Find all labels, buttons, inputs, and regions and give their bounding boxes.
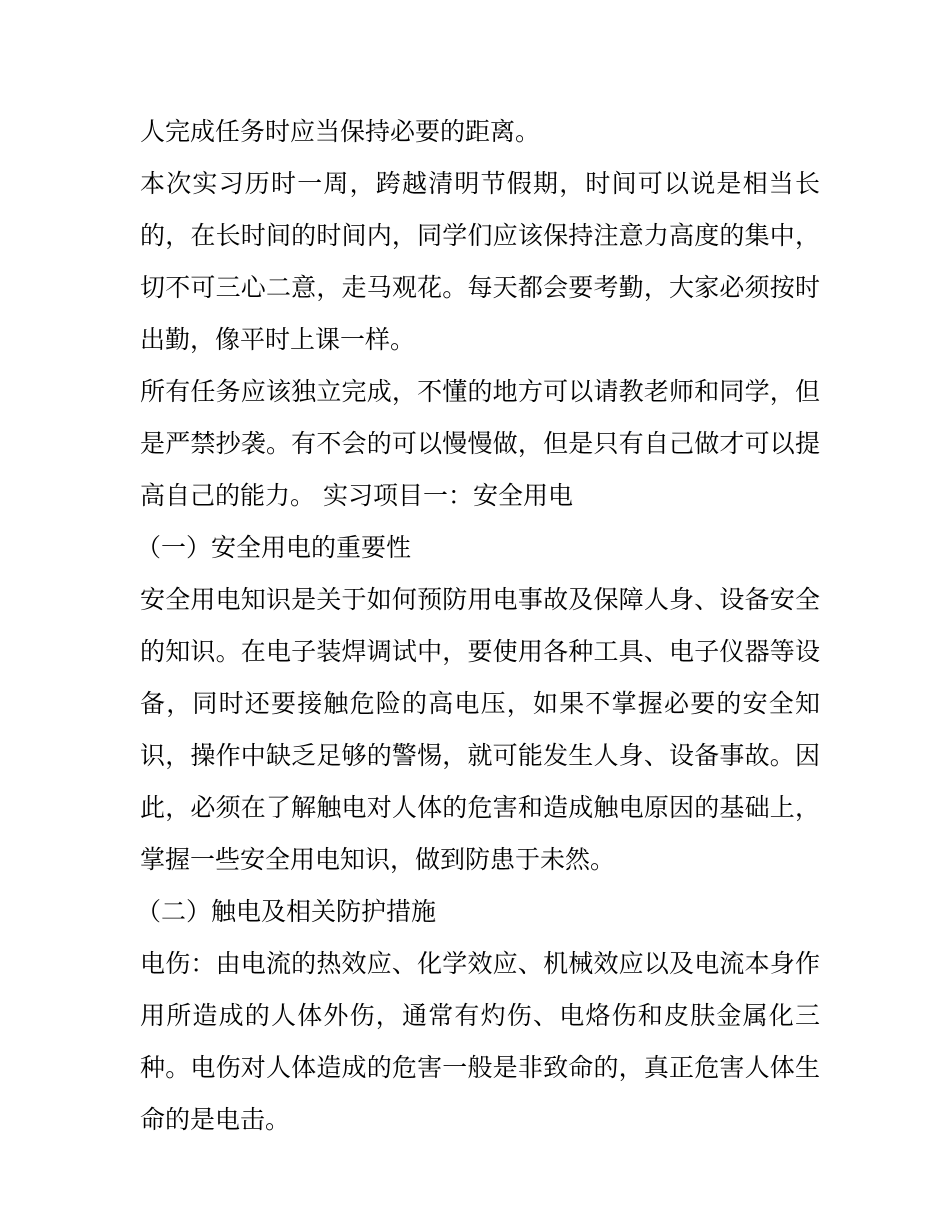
text-line: 高自己的能力。 实习项目一：安全用电 bbox=[140, 481, 573, 510]
text-line: 安全用电知识是关于如何预防用电事故及保障人身、设备安全 bbox=[140, 585, 820, 614]
text-line: 的，在长时间的时间内，同学们应该保持注意力高度的集中， bbox=[140, 221, 820, 250]
body-text bbox=[136, 106, 820, 1146]
text-line: 本次实习历时一周，跨越清明节假期，时间可以说是相当长 bbox=[140, 169, 820, 198]
text-line: 用所造成的人体外伤，通常有灼伤、电烙伤和皮肤金属化三 bbox=[140, 1001, 820, 1030]
text-line: 是严禁抄袭。有不会的可以慢慢做，但是只有自己做才可以提 bbox=[140, 429, 820, 458]
text-line: 识，操作中缺乏足够的警惕，就可能发生人身、设备事故。因 bbox=[140, 741, 820, 770]
text-line: 人完成任务时应当保持必要的距离。 bbox=[140, 117, 541, 146]
text-line: 掌握一些安全用电知识，做到防患于未然。 bbox=[140, 845, 616, 874]
text-line: 备，同时还要接触危险的高电压，如果不掌握必要的安全知 bbox=[140, 689, 820, 718]
text-line: 所有任务应该独立完成，不懂的地方可以请教老师和同学，但 bbox=[140, 377, 820, 406]
text-line: 电伤：由电流的热效应、化学效应、机械效应以及电流本身作 bbox=[140, 949, 820, 978]
section-heading: （二）触电及相关防护措施 bbox=[136, 897, 437, 926]
text-line: 命的是电击。 bbox=[140, 1105, 291, 1134]
text-line: 出勤，像平时上课一样。 bbox=[140, 325, 416, 354]
text-line: 此，必须在了解触电对人体的危害和造成触电原因的基础上， bbox=[140, 793, 820, 822]
text-line: 的知识。在电子装焊调试中，要使用各种工具、电子仪器等设 bbox=[140, 637, 820, 666]
text-line: 切不可三心二意，走马观花。每天都会要考勤，大家必须按时 bbox=[140, 273, 820, 302]
text-line: 种。电伤对人体造成的危害一般是非致命的，真正危害人体生 bbox=[140, 1053, 820, 1082]
section-heading: （一）安全用电的重要性 bbox=[136, 533, 412, 562]
